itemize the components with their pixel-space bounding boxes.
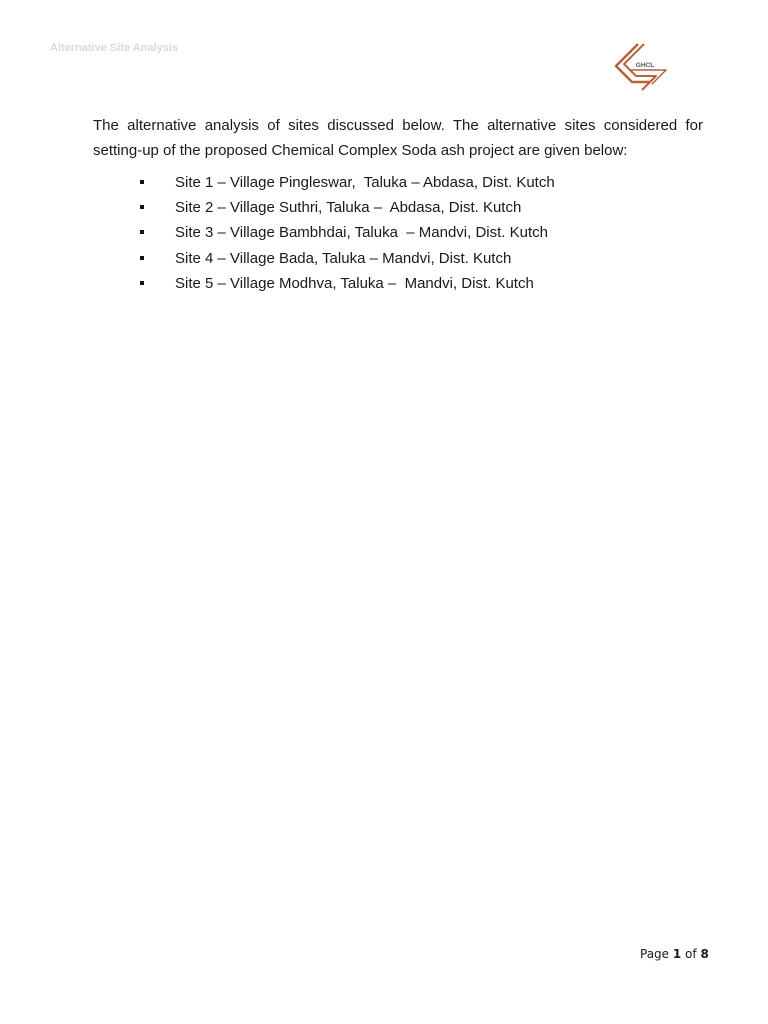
total-pages: 8 <box>700 947 709 961</box>
list-item <box>93 220 703 245</box>
page-prefix: Page <box>640 947 673 961</box>
site-text: Site 2 – Village Suthri, Taluka – Abdasa, Dist. Kutch <box>175 199 522 217</box>
list-item <box>93 170 703 195</box>
square-bullet-icon <box>140 281 144 285</box>
list-item <box>93 246 703 271</box>
page-of: of <box>681 947 701 961</box>
list-item <box>93 195 703 220</box>
square-bullet-icon <box>140 180 144 184</box>
svg-text:GHCL: GHCL <box>635 62 655 69</box>
intro-paragraph: The alternative analysis of sites discussed below. The alternative sites considered for setting-up of the proposed Chemical Complex Soda ash project are given below: <box>93 117 703 159</box>
site-text: Site 3 – Village Bambhdai, Taluka – Mandvi, Dist. Kutch <box>175 224 548 242</box>
square-bullet-icon <box>140 256 144 260</box>
page-number <box>640 947 709 961</box>
header-title: Alternative Site Analysis <box>50 42 178 54</box>
site-list <box>93 170 703 296</box>
current-page: 1 <box>672 947 682 961</box>
ghcl-logo-icon <box>608 40 670 96</box>
list-item <box>93 271 703 296</box>
site-text: Site 5 – Village Modhva, Taluka – Mandvi, Dist. Kutch <box>175 274 534 292</box>
square-bullet-icon <box>140 205 144 209</box>
site-text: Site 4 – Village Bada, Taluka – Mandvi, Dist. Kutch <box>175 249 512 267</box>
site-text: Site 1 – Village Pingleswar, Taluka – Abdasa, Dist. Kutch <box>175 174 555 191</box>
company-logo <box>608 40 670 96</box>
square-bullet-icon <box>140 230 144 234</box>
